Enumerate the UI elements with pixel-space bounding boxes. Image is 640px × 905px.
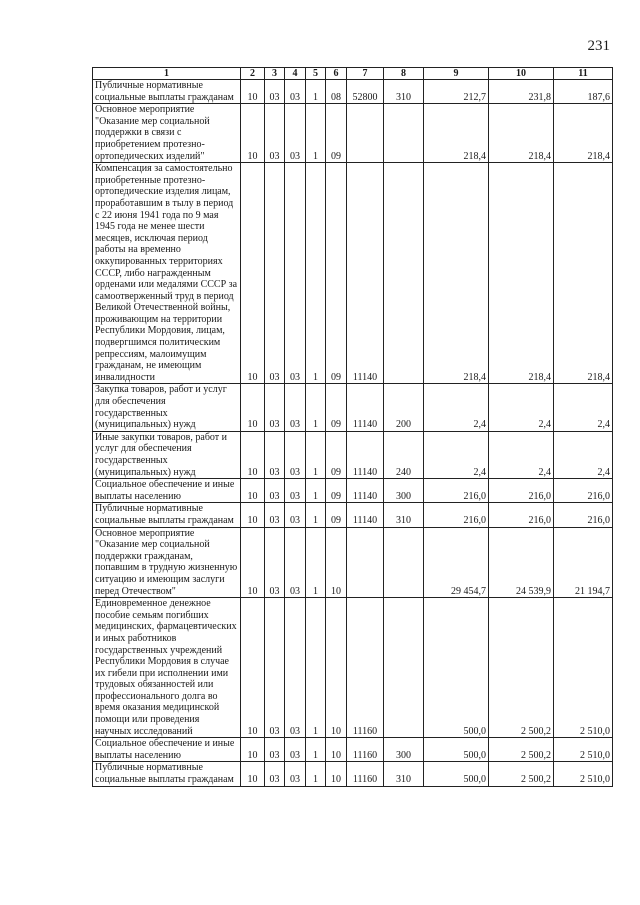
column-header: 5 bbox=[306, 68, 326, 80]
row-name: Основное мероприятие "Оказание мер социальной поддержки гражданам, попавшим в трудную жизненную ситуацию и имеющим заслуги перед Отечеством" bbox=[93, 527, 241, 598]
table-row bbox=[93, 479, 613, 503]
program-code: 03 bbox=[285, 598, 306, 738]
program-code: 03 bbox=[285, 738, 306, 762]
program-code: 03 bbox=[285, 762, 306, 786]
section-code: 10 bbox=[241, 598, 265, 738]
expense-type-code: 300 bbox=[384, 738, 424, 762]
section-code: 10 bbox=[241, 163, 265, 384]
column-header: 11 bbox=[554, 68, 613, 80]
expense-type-code: 310 bbox=[384, 80, 424, 104]
table-row bbox=[93, 384, 613, 431]
event-code: 09 bbox=[326, 384, 347, 431]
table-header-row bbox=[93, 68, 613, 80]
direction-code bbox=[347, 104, 384, 163]
table-row bbox=[93, 431, 613, 478]
row-name: Социальное обеспечение и иные выплаты населению bbox=[93, 479, 241, 503]
direction-code: 11140 bbox=[347, 163, 384, 384]
budget-table bbox=[92, 67, 613, 787]
amount-year-2: 2 500,2 bbox=[489, 598, 554, 738]
expense-type-code: 300 bbox=[384, 479, 424, 503]
direction-code: 11140 bbox=[347, 431, 384, 478]
direction-code: 11140 bbox=[347, 479, 384, 503]
page-number: 231 bbox=[587, 38, 610, 54]
amount-year-2: 218,4 bbox=[489, 104, 554, 163]
amount-year-3: 187,6 bbox=[554, 80, 613, 104]
subprogram-code: 1 bbox=[306, 738, 326, 762]
amount-year-3: 216,0 bbox=[554, 503, 613, 527]
table-row bbox=[93, 104, 613, 163]
amount-year-2: 24 539,9 bbox=[489, 527, 554, 598]
column-header: 2 bbox=[241, 68, 265, 80]
section-code: 10 bbox=[241, 738, 265, 762]
amount-year-1: 29 454,7 bbox=[424, 527, 489, 598]
table-row bbox=[93, 738, 613, 762]
amount-year-1: 500,0 bbox=[424, 762, 489, 786]
subprogram-code: 1 bbox=[306, 104, 326, 163]
row-name: Публичные нормативные социальные выплаты гражданам bbox=[93, 503, 241, 527]
expense-type-code: 310 bbox=[384, 503, 424, 527]
column-header: 3 bbox=[265, 68, 285, 80]
amount-year-2: 2,4 bbox=[489, 384, 554, 431]
event-code: 09 bbox=[326, 431, 347, 478]
expense-type-code: 200 bbox=[384, 384, 424, 431]
subprogram-code: 1 bbox=[306, 431, 326, 478]
amount-year-3: 216,0 bbox=[554, 479, 613, 503]
program-code: 03 bbox=[285, 527, 306, 598]
amount-year-2: 2 500,2 bbox=[489, 738, 554, 762]
section-code: 10 bbox=[241, 431, 265, 478]
direction-code: 11140 bbox=[347, 503, 384, 527]
column-header: 7 bbox=[347, 68, 384, 80]
expense-type-code bbox=[384, 527, 424, 598]
section-code: 10 bbox=[241, 762, 265, 786]
subprogram-code: 1 bbox=[306, 384, 326, 431]
event-code: 10 bbox=[326, 738, 347, 762]
subprogram-code: 1 bbox=[306, 762, 326, 786]
row-name: Социальное обеспечение и иные выплаты населению bbox=[93, 738, 241, 762]
amount-year-1: 212,7 bbox=[424, 80, 489, 104]
program-code: 03 bbox=[285, 503, 306, 527]
subsection-code: 03 bbox=[265, 104, 285, 163]
amount-year-3: 2,4 bbox=[554, 431, 613, 478]
row-name: Публичные нормативные социальные выплаты гражданам bbox=[93, 762, 241, 786]
event-code: 09 bbox=[326, 479, 347, 503]
subsection-code: 03 bbox=[265, 431, 285, 478]
subprogram-code: 1 bbox=[306, 163, 326, 384]
table-row bbox=[93, 762, 613, 786]
subsection-code: 03 bbox=[265, 527, 285, 598]
amount-year-2: 218,4 bbox=[489, 163, 554, 384]
program-code: 03 bbox=[285, 80, 306, 104]
row-name: Единовременное денежное пособие семьям погибших медицинских, фармацевтических и иных работников государственных учреждений Республики Мордовия в случае их гибели при исполнении ими трудовых обязанностей или профессионального долга во время оказания медицинской помощи или проведения научных исследований bbox=[93, 598, 241, 738]
amount-year-3: 2 510,0 bbox=[554, 738, 613, 762]
event-code: 09 bbox=[326, 104, 347, 163]
amount-year-1: 216,0 bbox=[424, 503, 489, 527]
direction-code: 52800 bbox=[347, 80, 384, 104]
program-code: 03 bbox=[285, 384, 306, 431]
section-code: 10 bbox=[241, 104, 265, 163]
subsection-code: 03 bbox=[265, 479, 285, 503]
program-code: 03 bbox=[285, 431, 306, 478]
table-row bbox=[93, 527, 613, 598]
amount-year-1: 218,4 bbox=[424, 104, 489, 163]
event-code: 08 bbox=[326, 80, 347, 104]
amount-year-2: 216,0 bbox=[489, 503, 554, 527]
amount-year-2: 216,0 bbox=[489, 479, 554, 503]
column-header: 9 bbox=[424, 68, 489, 80]
program-code: 03 bbox=[285, 104, 306, 163]
event-code: 09 bbox=[326, 163, 347, 384]
section-code: 10 bbox=[241, 80, 265, 104]
subprogram-code: 1 bbox=[306, 503, 326, 527]
direction-code: 11160 bbox=[347, 762, 384, 786]
expense-type-code bbox=[384, 598, 424, 738]
amount-year-3: 2 510,0 bbox=[554, 762, 613, 786]
expense-type-code bbox=[384, 163, 424, 384]
table-row bbox=[93, 503, 613, 527]
subsection-code: 03 bbox=[265, 762, 285, 786]
direction-code: 11140 bbox=[347, 384, 384, 431]
amount-year-2: 2 500,2 bbox=[489, 762, 554, 786]
event-code: 10 bbox=[326, 598, 347, 738]
program-code: 03 bbox=[285, 479, 306, 503]
table-body bbox=[93, 80, 613, 787]
subsection-code: 03 bbox=[265, 80, 285, 104]
subprogram-code: 1 bbox=[306, 479, 326, 503]
amount-year-3: 2,4 bbox=[554, 384, 613, 431]
row-name: Публичные нормативные социальные выплаты гражданам bbox=[93, 80, 241, 104]
program-code: 03 bbox=[285, 163, 306, 384]
amount-year-2: 2,4 bbox=[489, 431, 554, 478]
amount-year-3: 21 194,7 bbox=[554, 527, 613, 598]
amount-year-1: 2,4 bbox=[424, 384, 489, 431]
subsection-code: 03 bbox=[265, 738, 285, 762]
section-code: 10 bbox=[241, 479, 265, 503]
column-header: 4 bbox=[285, 68, 306, 80]
row-name: Иные закупки товаров, работ и услуг для обеспечения государственных (муниципальных) нужд bbox=[93, 431, 241, 478]
direction-code: 11160 bbox=[347, 598, 384, 738]
amount-year-2: 231,8 bbox=[489, 80, 554, 104]
direction-code: 11160 bbox=[347, 738, 384, 762]
row-name: Основное мероприятие "Оказание мер социальной поддержки в связи с приобретением протезно-ортопедических изделий" bbox=[93, 104, 241, 163]
row-name: Закупка товаров, работ и услуг для обеспечения государственных (муниципальных) нужд bbox=[93, 384, 241, 431]
subprogram-code: 1 bbox=[306, 598, 326, 738]
direction-code bbox=[347, 527, 384, 598]
table-row bbox=[93, 598, 613, 738]
section-code: 10 bbox=[241, 503, 265, 527]
event-code: 10 bbox=[326, 527, 347, 598]
column-header: 10 bbox=[489, 68, 554, 80]
subprogram-code: 1 bbox=[306, 80, 326, 104]
amount-year-3: 2 510,0 bbox=[554, 598, 613, 738]
amount-year-1: 216,0 bbox=[424, 479, 489, 503]
row-name: Компенсация за самостоятельно приобретенные протезно-ортопедические изделия лицам, проработавшим в тылу в период с 22 июня 1941 года по 9 мая 1945 года не менее шести месяцев, исключая период работы на временно оккупированных территориях СССР, либо награжденным орденами или медалями СССР за самоотверженный труд в период Великой Отечественной войны, проживающим на территории Республики Мордовия, лицам, подвергшимся политическим репрессиям, малоимущим гражданам, не имеющим инвалидности bbox=[93, 163, 241, 384]
table-row bbox=[93, 163, 613, 384]
subsection-code: 03 bbox=[265, 384, 285, 431]
section-code: 10 bbox=[241, 384, 265, 431]
column-header: 8 bbox=[384, 68, 424, 80]
event-code: 10 bbox=[326, 762, 347, 786]
expense-type-code: 310 bbox=[384, 762, 424, 786]
amount-year-3: 218,4 bbox=[554, 104, 613, 163]
amount-year-1: 500,0 bbox=[424, 598, 489, 738]
amount-year-1: 500,0 bbox=[424, 738, 489, 762]
subsection-code: 03 bbox=[265, 503, 285, 527]
expense-type-code: 240 bbox=[384, 431, 424, 478]
amount-year-1: 218,4 bbox=[424, 163, 489, 384]
expense-type-code bbox=[384, 104, 424, 163]
column-header: 6 bbox=[326, 68, 347, 80]
event-code: 09 bbox=[326, 503, 347, 527]
subsection-code: 03 bbox=[265, 598, 285, 738]
column-header: 1 bbox=[93, 68, 241, 80]
subsection-code: 03 bbox=[265, 163, 285, 384]
amount-year-1: 2,4 bbox=[424, 431, 489, 478]
section-code: 10 bbox=[241, 527, 265, 598]
subprogram-code: 1 bbox=[306, 527, 326, 598]
table-row bbox=[93, 80, 613, 104]
amount-year-3: 218,4 bbox=[554, 163, 613, 384]
